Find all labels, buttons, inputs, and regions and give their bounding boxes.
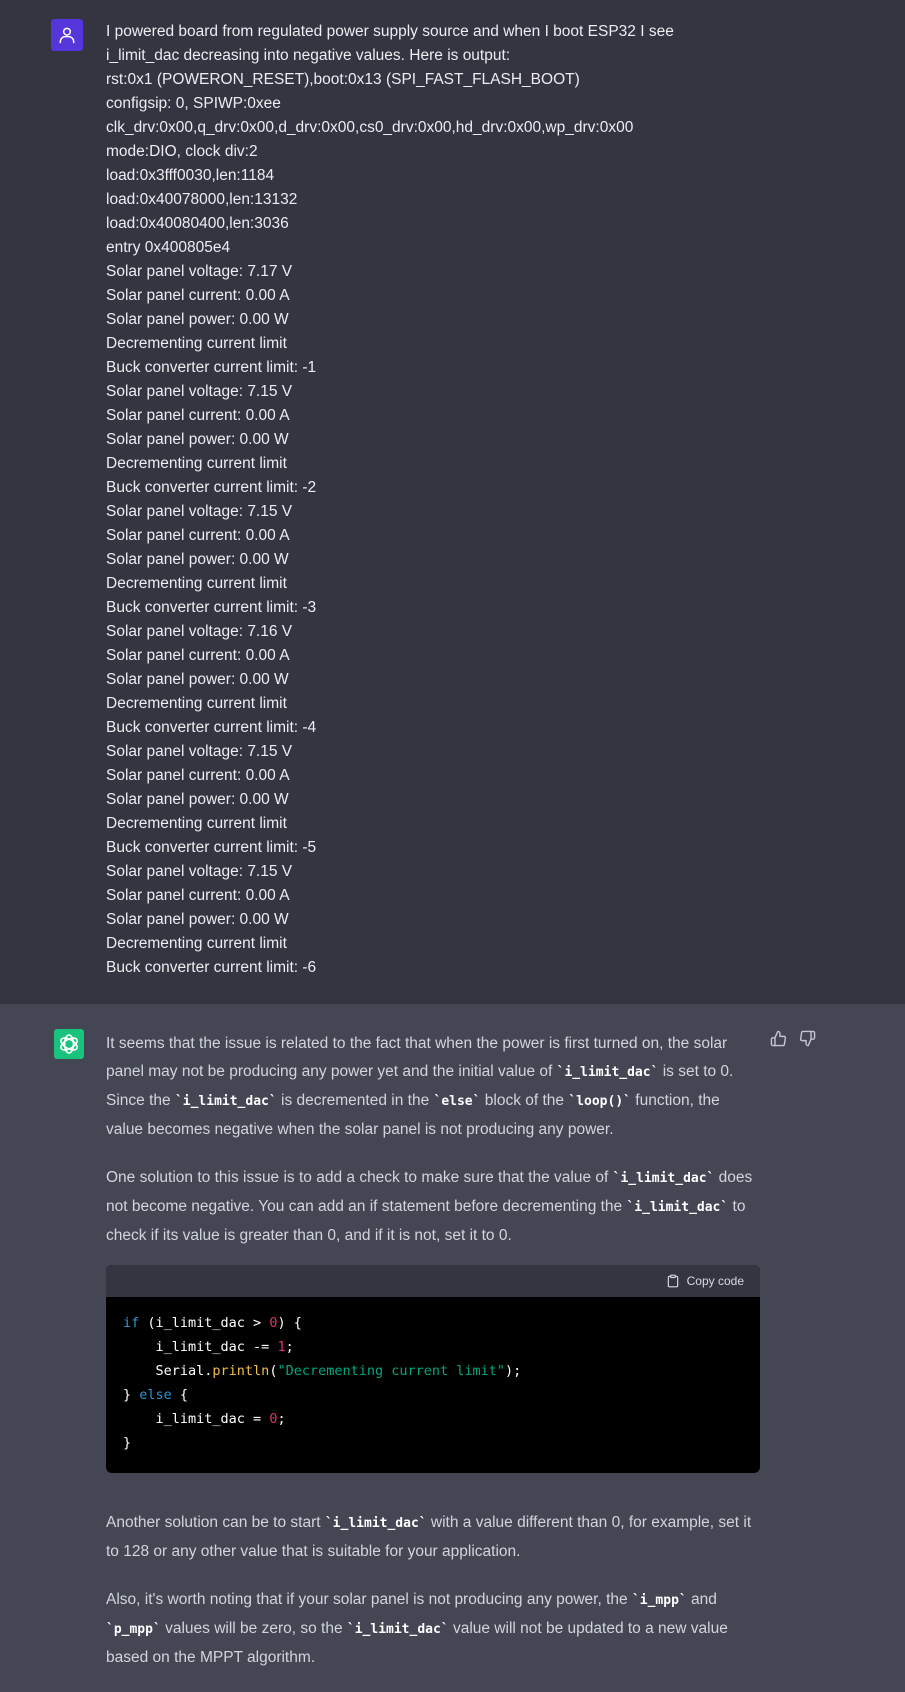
assistant-avatar: [53, 1028, 85, 1060]
code-token: (: [269, 1363, 278, 1379]
assistant-paragraph-1: [106, 1030, 761, 1144]
user-message-line: Solar panel voltage: 7.16 V: [106, 623, 293, 640]
text-run: Another solution can be to start: [106, 1514, 325, 1531]
text-run: and: [686, 1591, 717, 1608]
user-message-line: Buck converter current limit: -5: [106, 839, 317, 856]
user-message-line: Buck converter current limit: -1: [106, 359, 317, 376]
thumbs-down-button[interactable]: [799, 1030, 816, 1047]
code-line: [123, 1407, 743, 1431]
user-message-line: Solar panel voltage: 7.15 V: [106, 503, 293, 520]
text-run: is set to 0. Since the: [106, 1063, 734, 1109]
assistant-paragraph-4: [106, 1586, 761, 1672]
user-message-line: Solar panel current: 0.00 A: [106, 527, 290, 544]
code-block-header: [106, 1265, 760, 1297]
user-message-line: Solar panel power: 0.00 W: [106, 551, 289, 568]
user-message-line: i_limit_dac decreasing into negative values. Here is output:: [106, 47, 511, 64]
code-token: Serial.: [123, 1363, 213, 1379]
thumbs-up-button[interactable]: [770, 1030, 787, 1047]
user-message-line: rst:0x1 (POWERON_RESET),boot:0x13 (SPI_FAST_FLASH_BOOT): [106, 71, 580, 88]
inline-code: `i_limit_dac`: [324, 1516, 427, 1531]
text-run: with a value different than 0, for example, set it to 128 or any other value that is suitable for your application.: [106, 1514, 752, 1560]
clipboard-icon: [666, 1274, 680, 1288]
user-message-line: Solar panel voltage: 7.17 V: [106, 263, 293, 280]
user-message-line: load:0x40080400,len:3036: [106, 215, 289, 232]
text-run: does not become negative. You can add an if statement before decrementing the: [106, 1169, 753, 1215]
user-message-line: Buck converter current limit: -4: [106, 719, 317, 736]
user-message-line: Solar panel current: 0.00 A: [106, 767, 290, 784]
code-token: i_limit_dac =: [123, 1411, 270, 1427]
text-run: It seems that the issue is related to the fact that when the power is first turned on, the solar panel may not be producing any power yet and the initial value of: [106, 1035, 728, 1080]
user-message-line: Solar panel voltage: 7.15 V: [106, 743, 293, 760]
code-token: ;: [285, 1339, 294, 1355]
user-message-line: Buck converter current limit: -2: [106, 479, 317, 496]
user-message-line: Decrementing current limit: [106, 335, 287, 352]
code-line: [123, 1311, 743, 1335]
user-message-line: Solar panel current: 0.00 A: [106, 287, 290, 304]
code-token: "Decrementing current limit": [277, 1363, 506, 1379]
user-message-line: entry 0x400805e4: [106, 239, 231, 256]
inline-code: `i_limit_dac`: [556, 1065, 659, 1080]
user-message-line: load:0x3fff0030,len:1184: [106, 167, 275, 184]
thumbs-up-icon: [770, 1030, 787, 1047]
code-line: [123, 1431, 743, 1455]
user-message-text: [106, 20, 786, 980]
inline-code: `else`: [433, 1094, 481, 1109]
user-message-line: Solar panel power: 0.00 W: [106, 311, 289, 328]
inline-code: `i_limit_dac`: [346, 1622, 449, 1637]
code-token: 1: [277, 1339, 286, 1355]
text-run: One solution to this issue is to add a check to make sure that the value of: [106, 1169, 613, 1186]
inline-code: `loop()`: [568, 1094, 631, 1109]
user-message-line: Solar panel current: 0.00 A: [106, 647, 290, 664]
code-token: i_limit_dac -=: [123, 1339, 278, 1355]
copy-code-label: Copy code: [686, 1274, 744, 1288]
user-message-line: Decrementing current limit: [106, 695, 287, 712]
user-message-line: Solar panel power: 0.00 W: [106, 911, 289, 928]
user-message-line: Buck converter current limit: -6: [106, 959, 317, 976]
copy-code-button[interactable]: [666, 1274, 744, 1288]
assistant-paragraph-2: [106, 1164, 761, 1250]
code-content: [106, 1297, 760, 1469]
thumbs-down-icon: [799, 1030, 816, 1047]
user-message-line: Solar panel voltage: 7.15 V: [106, 863, 293, 880]
code-token: }: [123, 1435, 132, 1451]
user-message-line: clk_drv:0x00,q_drv:0x00,d_drv:0x00,cs0_drv:0x00,hd_drv:0x00,wp_drv:0x00: [106, 119, 634, 136]
code-line: [123, 1359, 743, 1383]
user-message-line: load:0x40078000,len:13132: [106, 191, 298, 208]
user-message-line: Solar panel power: 0.00 W: [106, 671, 289, 688]
code-line: [123, 1383, 743, 1407]
inline-code: `p_mpp`: [106, 1622, 161, 1637]
assistant-message-text: [106, 1030, 761, 1270]
code-token: 0: [269, 1315, 278, 1331]
code-token: (i_limit_dac >: [139, 1315, 270, 1331]
code-token: else: [139, 1387, 172, 1403]
text-run: Also, it's worth noting that if your solar panel is not producing any power, the: [106, 1591, 632, 1608]
user-message-line: I powered board from regulated power supply source and when I boot ESP32 I see: [106, 23, 674, 40]
code-token: println: [212, 1363, 270, 1379]
inline-code: `i_limit_dac`: [626, 1200, 729, 1215]
inline-code: `i_limit_dac`: [612, 1171, 715, 1186]
code-block: [106, 1265, 760, 1473]
user-message-line: Decrementing current limit: [106, 935, 287, 952]
code-token: ;: [277, 1411, 286, 1427]
code-token: }: [123, 1387, 140, 1403]
text-run: values will be zero, so the: [160, 1620, 347, 1637]
feedback-controls: [770, 1030, 816, 1047]
user-message-line: Solar panel power: 0.00 W: [106, 431, 289, 448]
openai-logo-icon: [54, 1029, 84, 1059]
inline-code: `i_limit_dac`: [174, 1094, 277, 1109]
code-token: if: [123, 1315, 140, 1331]
text-run: block of the: [480, 1092, 569, 1109]
code-token: 0: [269, 1411, 278, 1427]
user-message-line: configsip: 0, SPIWP:0xee: [106, 95, 281, 112]
text-run: is decremented in the: [276, 1092, 434, 1109]
code-token: {: [171, 1387, 189, 1403]
inline-code: `i_mpp`: [631, 1593, 687, 1608]
user-icon: [57, 25, 77, 45]
code-token: ) {: [277, 1315, 302, 1331]
user-message-line: mode:DIO, clock div:2: [106, 143, 258, 160]
assistant-paragraph-3: [106, 1509, 761, 1566]
user-message-line: Decrementing current limit: [106, 815, 287, 832]
assistant-message-continued: [106, 1509, 761, 1692]
user-message-line: Solar panel current: 0.00 A: [106, 407, 290, 424]
user-message-line: Buck converter current limit: -3: [106, 599, 317, 616]
code-line: [123, 1335, 743, 1359]
user-message-line: Decrementing current limit: [106, 575, 287, 592]
user-message-line: Solar panel current: 0.00 A: [106, 887, 290, 904]
code-token: );: [505, 1363, 522, 1379]
user-message-line: Decrementing current limit: [106, 455, 287, 472]
text-run: value will not be updated to a new value based on the MPPT algorithm.: [106, 1620, 728, 1666]
text-run: function, the value becomes negative when the solar panel is not producing any power.: [106, 1092, 720, 1138]
user-message-line: Solar panel voltage: 7.15 V: [106, 383, 293, 400]
text-run: to check if its value is greater than 0, and if it is not, set it to 0.: [106, 1198, 746, 1244]
user-avatar: [51, 19, 83, 51]
user-message-line: Solar panel power: 0.00 W: [106, 791, 289, 808]
